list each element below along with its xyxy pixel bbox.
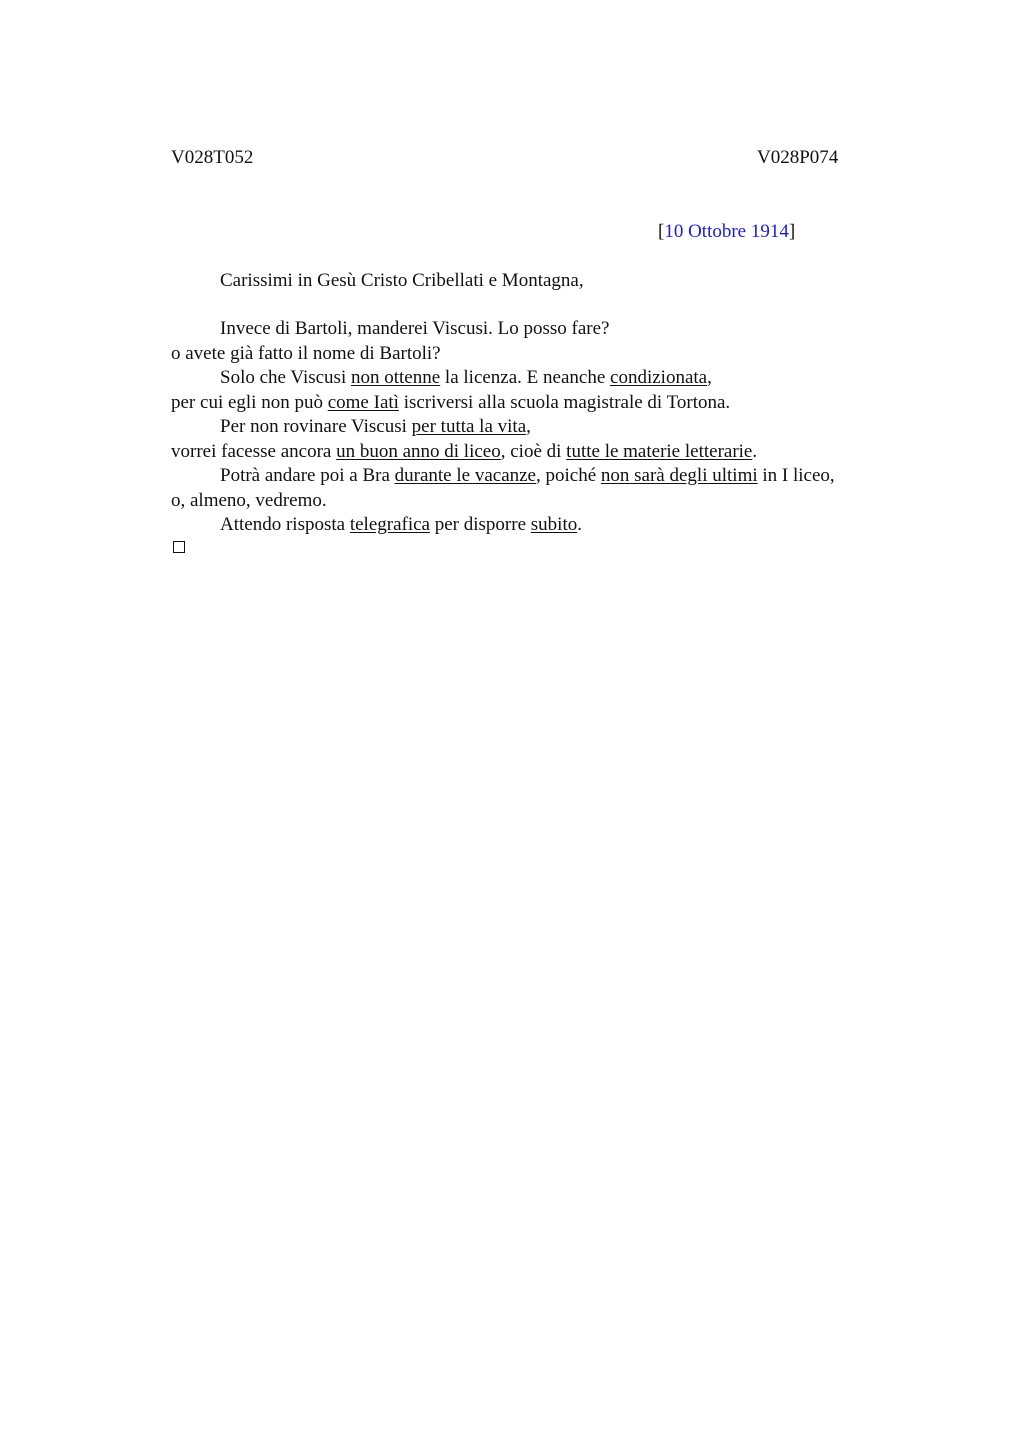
letter-body (171, 317, 891, 538)
text-run: , (707, 367, 712, 388)
square-outline-icon (173, 541, 185, 553)
underlined-phrase: subito (530, 514, 578, 535)
document-code-left: V028T052 (171, 147, 254, 168)
text-run: Attendo risposta (220, 514, 350, 535)
text-run: , poiché (536, 465, 601, 486)
underlined-phrase: non ottenne (350, 367, 441, 388)
body-line-2: o avete già fatto il nome di Bartoli? (171, 342, 441, 364)
date-close-bracket: ] (788, 221, 796, 242)
text-run: Solo che Viscusi (220, 367, 351, 388)
underlined-phrase: per tutta la vita (411, 416, 527, 437)
text-run: . (577, 514, 582, 535)
text-run: per disporre (429, 514, 531, 535)
underlined-phrase: tutte le materie letterarie (566, 440, 753, 462)
body-line-7 (171, 464, 891, 489)
underlined-phrase: durante le vacanze (394, 465, 536, 486)
text-run: vorrei facesse ancora (171, 440, 337, 462)
body-line-6 (171, 440, 891, 465)
underlined-phrase: come Iatì (327, 391, 399, 413)
letter-salutation: Carissimi in Gesù Cristo Cribellati e Montagna, (220, 270, 584, 291)
document-code-right: V028P074 (757, 147, 839, 168)
date-text: 10 Ottobre 1914 (664, 221, 789, 242)
body-line-4 (171, 391, 891, 416)
underlined-phrase: telegrafica (349, 514, 430, 535)
body-line-9 (171, 513, 891, 538)
text-run: la licenza. E neanche (440, 367, 611, 388)
underlined-phrase: condizionata (610, 367, 708, 388)
body-line-1: Invece di Bartoli, manderei Viscusi. Lo posso fare? (220, 318, 610, 339)
underlined-phrase: un buon anno di liceo (336, 440, 501, 462)
text-run: iscriversi alla scuola magistrale di Tortona. (398, 391, 731, 413)
text-run: Per non rovinare Viscusi (220, 416, 412, 437)
underlined-phrase: non sarà degli ultimi (600, 465, 758, 486)
text-run: per cui egli non può (171, 391, 328, 413)
body-line-3 (171, 366, 891, 391)
text-run: , (526, 416, 531, 437)
body-line-5 (171, 415, 891, 440)
text-run: Potrà andare poi a Bra (220, 465, 395, 486)
text-run: . (752, 440, 758, 462)
letter-date (658, 220, 795, 244)
body-line-8: o, almeno, vedremo. (171, 489, 327, 511)
date-open-bracket: [ (658, 221, 665, 242)
text-run: in I liceo, (757, 465, 835, 486)
text-run: , cioè di (500, 440, 567, 462)
